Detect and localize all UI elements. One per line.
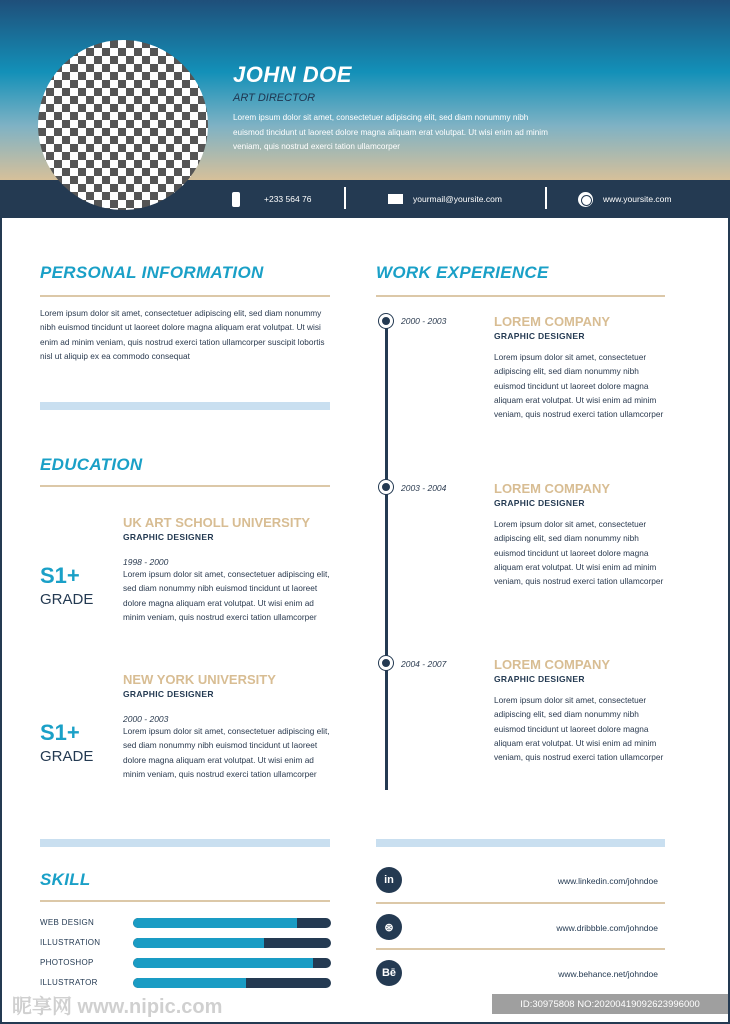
linkedin-icon[interactable]: in xyxy=(376,867,402,893)
company-name: LOREM COMPANY xyxy=(494,657,611,672)
dribbble-link[interactable]: www.dribbble.com/johndoe xyxy=(556,923,658,933)
section-rule xyxy=(376,295,665,297)
grade-value: S1+ xyxy=(40,563,80,588)
skill-bar xyxy=(133,958,331,968)
watermark-id: ID:30975808 NO:20200419092623996000 xyxy=(492,994,728,1014)
profile-role: ART DIRECTOR xyxy=(233,92,316,104)
website-text: www.yoursite.com xyxy=(603,194,672,204)
timeline-line xyxy=(385,320,388,790)
work-years: 2003 - 2004 xyxy=(401,483,447,493)
section-rule xyxy=(40,295,330,297)
company-name: LOREM COMPANY xyxy=(494,314,611,329)
work-role: GRAPHIC DESIGNER xyxy=(494,674,585,684)
skill-label: WEB DESIGN xyxy=(40,918,95,927)
grade-value: S1+ xyxy=(40,720,80,745)
personal-info-text: Lorem ipsum dolor sit amet, consectetuer adipiscing elit, sed diam nonummy nibh euismod tincidunt ut laoreet dolore magna aliquam erat volutpat. Ut wisi enim ad minim veniam, quis nostrud exerci tation ullamcorper suscipit lobortis nisl ut aliquip ex ea commodo consequat xyxy=(40,308,325,361)
contact-divider xyxy=(545,187,547,209)
skill-label: PHOTOSHOP xyxy=(40,958,94,967)
contact-website[interactable] xyxy=(578,180,672,218)
education-text: Lorem ipsum dolor sit amet, consectetuer adipiscing elit, sed diam nonummy nibh euismod tincidunt ut laoreet dolore magna aliquam erat volutpat. Ut wisi enim ad minim veniam, quis nostrud exerci tation ullamcorper xyxy=(123,726,330,779)
section-separator xyxy=(40,402,330,410)
education-text: Lorem ipsum dolor sit amet, consectetuer adipiscing elit, sed diam nonummy nibh euismod tincidunt ut laoreet dolore magna aliquam erat volutpat. Ut wisi enim ad minim veniam, quis nostrud exerci tation ullamcorper xyxy=(123,569,330,622)
skill-title: SKILL xyxy=(40,870,91,889)
profile-intro: Lorem ipsum dolor sit amet, consectetuer adipiscing elit, sed diam nonummy nibh euismod tincidunt ut laoreet dolore magna aliquam erat volutpat. Ut wisi enim ad minim veniam, quis nostrud exerci tation ullamcorper xyxy=(233,113,548,151)
work-years: 2000 - 2003 xyxy=(401,316,447,326)
skill-bar xyxy=(133,978,331,988)
section-rule xyxy=(40,485,330,487)
work-experience-title: WORK EXPERIENCE xyxy=(376,263,549,282)
personal-info-title: PERSONAL INFORMATION xyxy=(40,263,264,282)
skill-bar xyxy=(133,918,331,928)
phone-icon xyxy=(232,192,240,207)
behance-link[interactable]: www.behance.net/johndoe xyxy=(558,969,658,979)
grade-label: GRADE xyxy=(40,748,94,765)
company-name: LOREM COMPANY xyxy=(494,481,611,496)
work-text: Lorem ipsum dolor sit amet, consectetuer adipiscing elit, sed diam nonummy nibh euismod tincidunt ut laoreet dolore magna aliquam erat volutpat. Ut wisi enim ad minim veniam, quis nostrud exerci tation ullamcorper xyxy=(494,352,664,420)
mail-icon xyxy=(388,194,403,204)
contact-divider xyxy=(344,187,346,209)
behance-icon[interactable]: Bē xyxy=(376,960,402,986)
timeline-dot xyxy=(379,314,393,328)
work-text: Lorem ipsum dolor sit amet, consectetuer adipiscing elit, sed diam nonummy nibh euismod tincidunt ut laoreet dolore magna aliquam erat volutpat. Ut wisi enim ad minim veniam, quis nostrud exerci tation ullamcorper xyxy=(494,519,664,587)
dribbble-icon[interactable]: ⊛ xyxy=(376,914,402,940)
work-text: Lorem ipsum dolor sit amet, consectetuer adipiscing elit, sed diam nonummy nibh euismod tincidunt ut laoreet dolore magna aliquam erat volutpat. Ut wisi enim ad minim veniam, quis nostrud exerci tation ullamcorper xyxy=(494,695,664,763)
contact-phone xyxy=(232,180,312,218)
section-separator xyxy=(40,839,330,847)
section-rule xyxy=(40,900,330,902)
education-years: 1998 - 2000 xyxy=(123,557,169,567)
linkedin-link[interactable]: www.linkedin.com/johndoe xyxy=(557,876,658,886)
email-text: yourmail@yoursite.com xyxy=(413,194,502,204)
work-role: GRAPHIC DESIGNER xyxy=(494,498,585,508)
skill-bar-fill xyxy=(133,918,297,928)
watermark-logo: 昵享网 www.nipic.com xyxy=(12,996,223,1018)
skill-bar-fill xyxy=(133,938,264,948)
skill-bar-fill xyxy=(133,958,313,968)
work-role: GRAPHIC DESIGNER xyxy=(494,331,585,341)
profile-name: JOHN DOE xyxy=(233,62,352,87)
skill-bar-fill xyxy=(133,978,246,988)
education-years: 2000 - 2003 xyxy=(123,714,169,724)
school-name: UK ART SCHOLL UNIVERSITY xyxy=(123,515,311,530)
education-role: GRAPHIC DESIGNER xyxy=(123,532,214,542)
globe-icon xyxy=(578,192,593,207)
school-name: NEW YORK UNIVERSITY xyxy=(123,672,276,687)
timeline-dot xyxy=(379,656,393,670)
skill-bar xyxy=(133,938,331,948)
timeline-dot xyxy=(379,480,393,494)
social-rule xyxy=(376,948,665,950)
work-years: 2004 - 2007 xyxy=(401,659,447,669)
social-rule xyxy=(376,902,665,904)
grade-label: GRADE xyxy=(40,591,94,608)
skill-label: ILLUSTRATOR xyxy=(40,978,98,987)
skill-label: ILLUSTRATION xyxy=(40,938,101,947)
phone-text: +233 564 76 xyxy=(264,194,312,204)
section-separator xyxy=(376,839,665,847)
education-role: GRAPHIC DESIGNER xyxy=(123,689,214,699)
contact-email[interactable] xyxy=(388,180,502,218)
profile-photo-placeholder xyxy=(38,40,208,210)
education-title: EDUCATION xyxy=(40,455,143,474)
